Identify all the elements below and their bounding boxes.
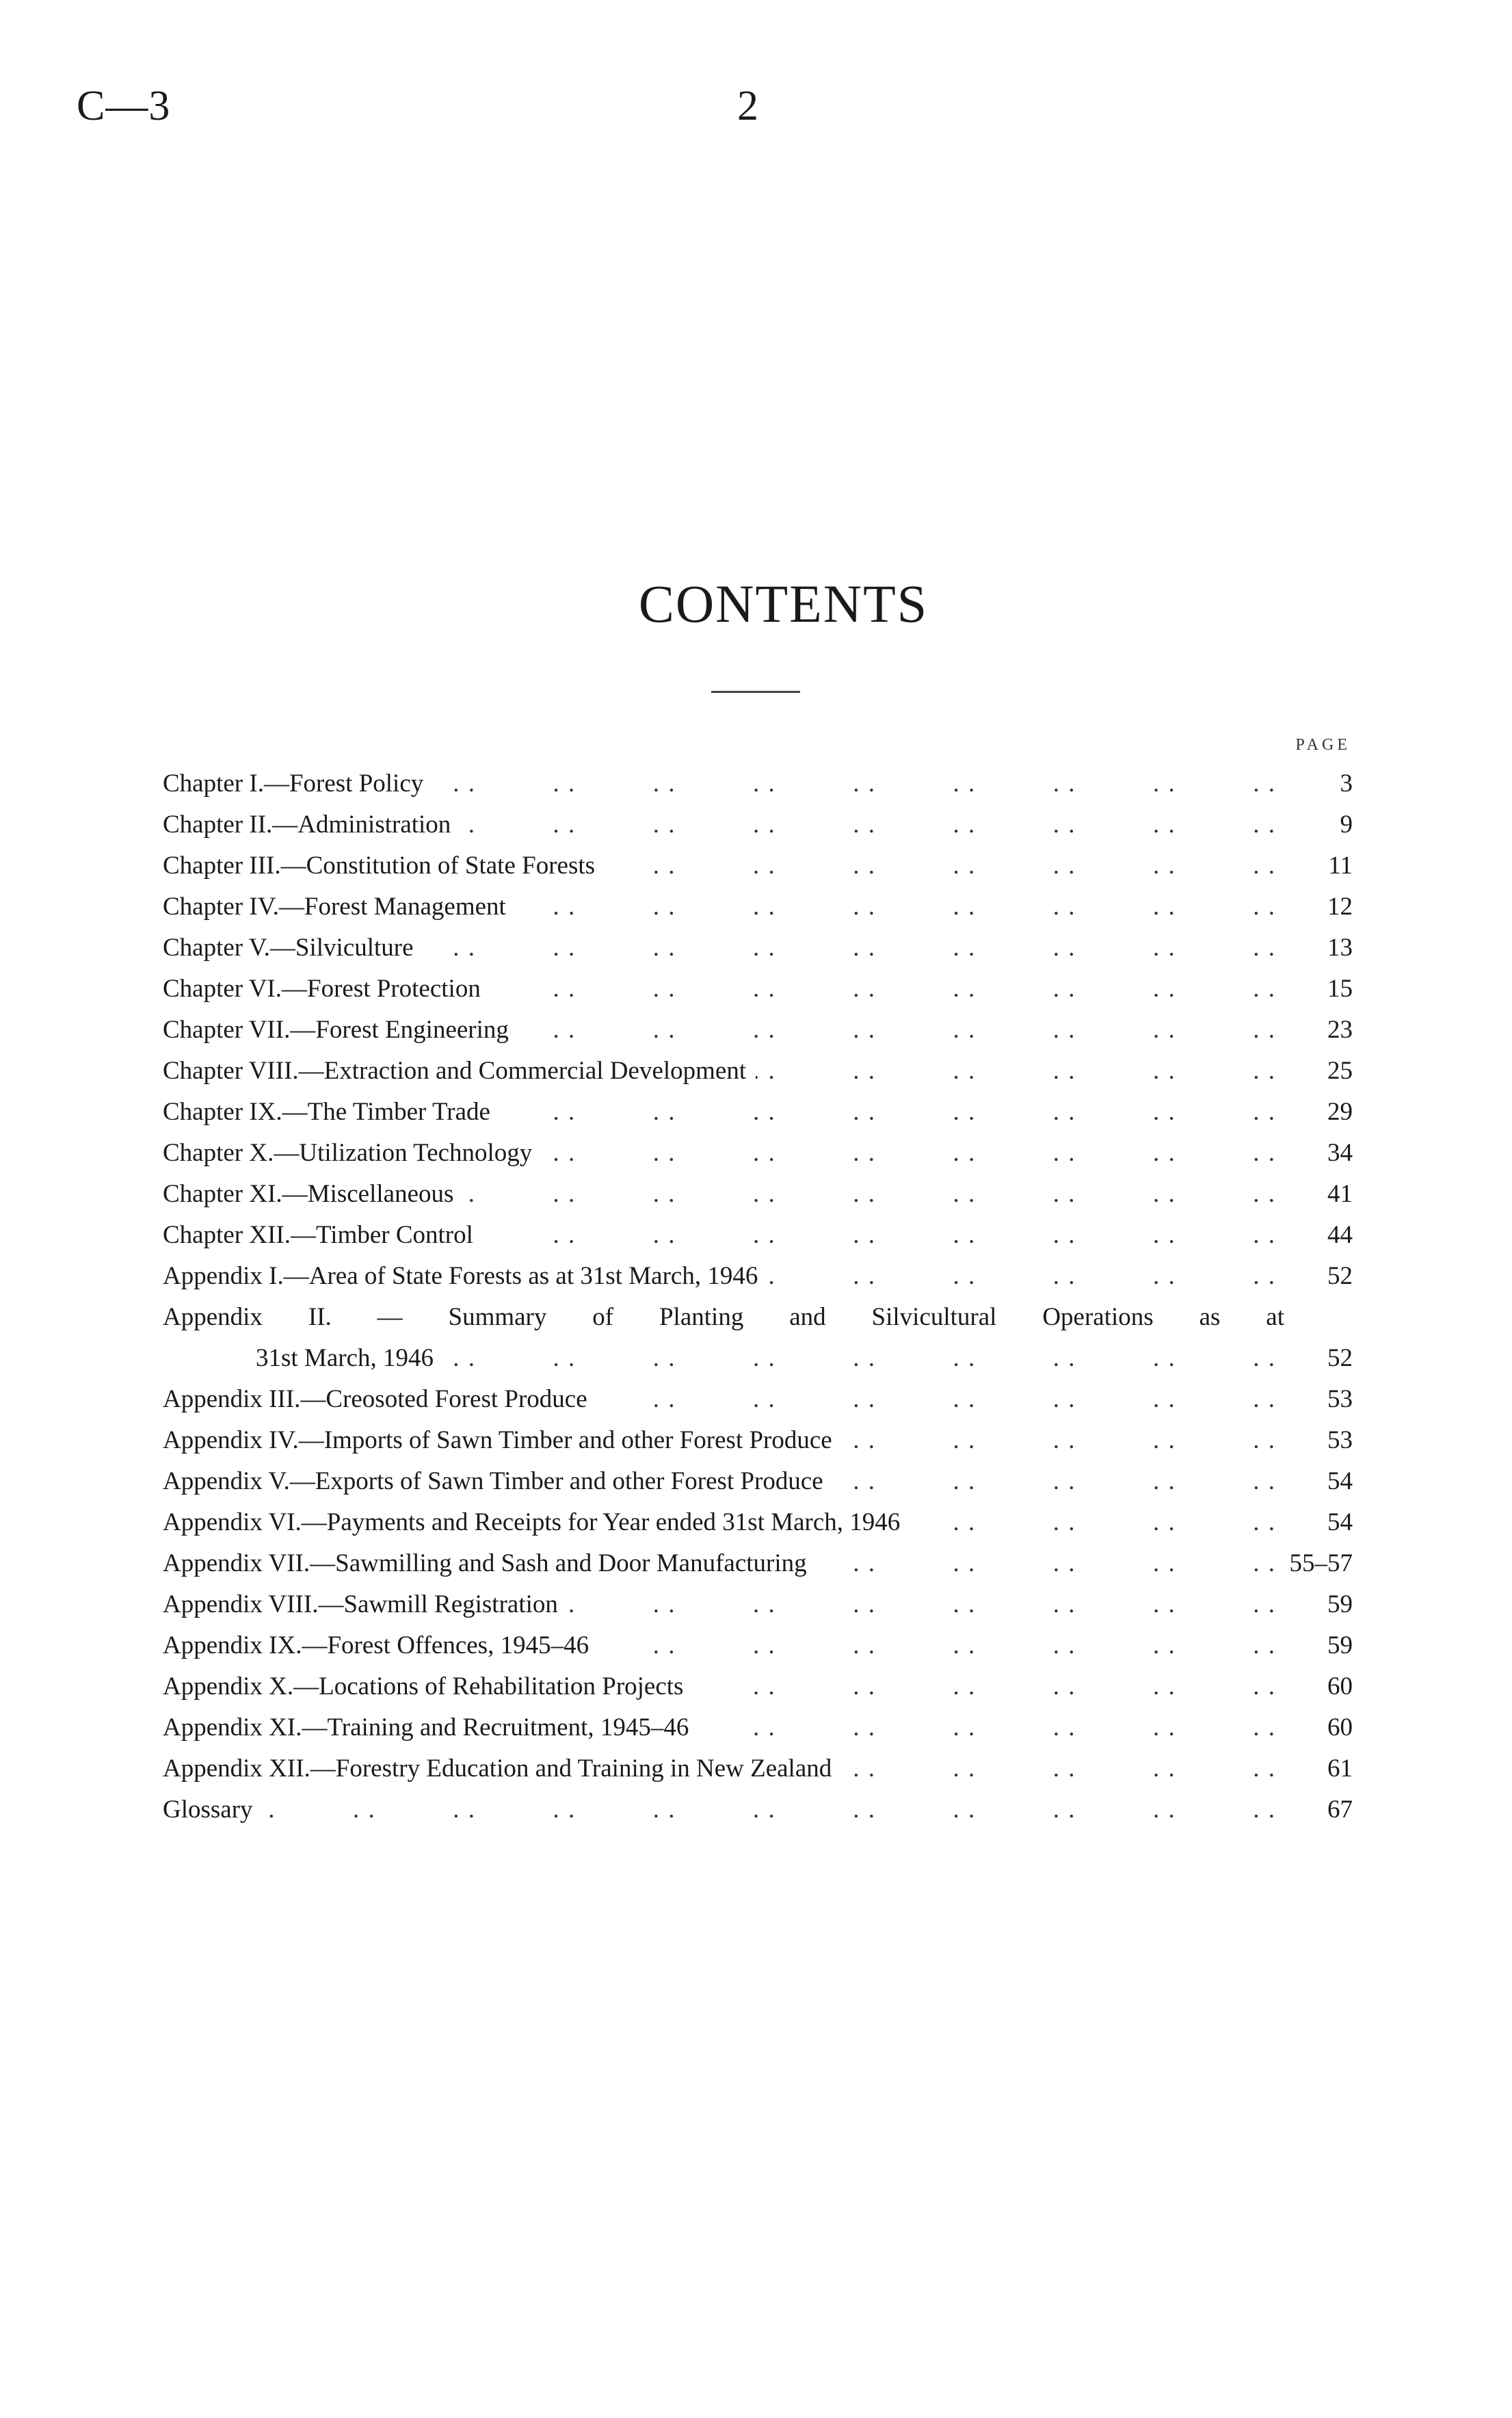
toc-entry-page: 29 (1327, 1098, 1353, 1126)
dot-leader (443, 1338, 1276, 1379)
dot-leader (841, 1748, 1276, 1789)
dot-leader (483, 1215, 1276, 1256)
toc-entry-page: 52 (1327, 1344, 1353, 1372)
toc-entry-label: Appendix IX.—Forest Offences, 1945–46 (163, 1631, 589, 1659)
dot-leader (568, 1584, 1276, 1625)
toc-entry (163, 969, 1353, 1010)
toc-entry (163, 928, 1353, 969)
dot-leader (463, 1174, 1276, 1215)
dot-leader (597, 1379, 1276, 1420)
contents-title: CONTENTS (638, 574, 929, 633)
toc-entry-label: Chapter IX.—The Timber Trade (163, 1098, 490, 1126)
dot-leader (518, 1010, 1276, 1051)
toc-entry-page: 67 (1327, 1796, 1353, 1824)
dot-leader (598, 1625, 1276, 1666)
toc-entry (163, 845, 1353, 886)
dot-leader (423, 928, 1276, 969)
toc-entry-continuation (163, 1338, 1353, 1379)
toc-entry-label-continued: 31st March, 1946 (256, 1344, 434, 1372)
toc-entry-label: Appendix IV.—Imports of Sawn Timber and other Forest Produce (163, 1426, 832, 1454)
dot-leader (263, 1789, 1276, 1830)
dot-leader (756, 1051, 1276, 1092)
toc-entry-label: Appendix X.—Locations of Rehabilitation Projects (163, 1672, 684, 1700)
toc-entry-label: Chapter VII.—Forest Engineering (163, 1016, 509, 1044)
toc-entry-label: Chapter III.—Constitution of State Forests (163, 852, 596, 880)
toc-entry (163, 1297, 1353, 1379)
toc-entry (163, 1461, 1353, 1502)
toc-entry (163, 804, 1353, 845)
toc-entry (163, 1502, 1353, 1543)
toc-entry-page: 23 (1327, 1016, 1353, 1044)
toc-entry (163, 886, 1353, 928)
dot-leader (833, 1461, 1276, 1502)
dot-leader (693, 1666, 1276, 1707)
toc-entry-page: 12 (1327, 893, 1353, 921)
toc-entry (163, 1584, 1353, 1625)
toc-entry-label: Chapter I.—Forest Policy (163, 770, 424, 798)
title-rule (711, 691, 800, 693)
toc-entry (163, 1051, 1353, 1092)
toc-entry-page: 34 (1327, 1139, 1353, 1167)
toc-entry-page: 59 (1327, 1631, 1353, 1659)
dot-leader (605, 845, 1276, 886)
toc-entry-page: 59 (1327, 1590, 1353, 1618)
toc-entry (163, 1625, 1353, 1666)
toc-entry-label: Chapter II.—Administration (163, 811, 451, 839)
toc-entry-page: 60 (1327, 1672, 1353, 1700)
dot-leader (542, 1133, 1276, 1174)
toc-entry-label: Chapter VIII.—Extraction and Commercial Development (163, 1057, 747, 1085)
toc-entry-label: Chapter XI.—Miscellaneous (163, 1180, 454, 1208)
toc-entry-label: Appendix III.—Creosoted Forest Produce (163, 1385, 587, 1413)
toc-entry (163, 1707, 1353, 1748)
dot-leader (842, 1420, 1276, 1461)
page-number: 2 (737, 83, 758, 129)
toc-entry-label: Appendix VIII.—Sawmill Registration (163, 1590, 558, 1618)
dot-leader (460, 804, 1276, 845)
toc-entry (163, 1420, 1353, 1461)
toc-entry-page: 9 (1340, 811, 1353, 839)
dot-leader (500, 1092, 1276, 1133)
dot-leader (490, 969, 1276, 1010)
toc-entry-page: 54 (1327, 1467, 1353, 1495)
toc-entry-page: 44 (1327, 1221, 1353, 1249)
toc-entry-label: Glossary (163, 1796, 253, 1824)
toc-entry-label: Appendix V.—Exports of Sawn Timber and other Forest Produce (163, 1467, 823, 1495)
toc-entry-label: Appendix XII.—Forestry Education and Training in New Zealand (163, 1755, 832, 1783)
toc-entry (163, 1543, 1353, 1584)
toc-entry-label: Appendix II. — Summary of Planting and Silvicultural Operations as at (163, 1303, 1284, 1331)
toc-entry-page: 13 (1327, 934, 1353, 962)
toc-entry-label: Chapter IV.—Forest Management (163, 893, 506, 921)
document-code: C—3 (77, 83, 171, 129)
toc-entry-label: Appendix VII.—Sawmilling and Sash and Door Manufacturing (163, 1549, 807, 1577)
toc-entry-label: Appendix VI.—Payments and Receipts for Year ended 31st March, 1946 (163, 1508, 901, 1536)
toc-entry (163, 1010, 1353, 1051)
dot-leader (516, 886, 1276, 928)
toc-entry-page: 52 (1327, 1262, 1353, 1290)
toc-entry-page: 53 (1327, 1426, 1353, 1454)
toc-entry (163, 763, 1353, 804)
toc-entry-page: 53 (1327, 1385, 1353, 1413)
toc-entry-page: 25 (1327, 1057, 1353, 1085)
toc-entry (163, 1215, 1353, 1256)
toc-entry (163, 1748, 1353, 1789)
dot-leader (910, 1502, 1276, 1543)
toc-entry-page: 41 (1327, 1180, 1353, 1208)
toc-entry-page: 55–57 (1289, 1549, 1353, 1577)
toc-entry (163, 1133, 1353, 1174)
page-column-label: PAGE (1295, 736, 1351, 754)
toc-entry (163, 1789, 1353, 1830)
dot-leader (698, 1707, 1276, 1748)
toc-entry-label: Appendix XI.—Training and Recruitment, 1945–46 (163, 1713, 689, 1742)
toc-entry-label: Appendix I.—Area of State Forests as at 31st March, 1946 (163, 1262, 758, 1290)
toc-entry-page: 54 (1327, 1508, 1353, 1536)
toc-entry-label: Chapter X.—Utilization Technology (163, 1139, 533, 1167)
toc-entry-page: 61 (1327, 1755, 1353, 1783)
toc-entry (163, 1666, 1353, 1707)
toc-entry-label: Chapter V.—Silviculture (163, 934, 414, 962)
toc-entry-page: 15 (1327, 975, 1353, 1003)
toc-entry (163, 1379, 1353, 1420)
toc-entry-page: 3 (1340, 770, 1353, 798)
toc-entry (163, 1256, 1353, 1297)
dot-leader (767, 1256, 1276, 1297)
dot-leader (433, 763, 1276, 804)
table-of-contents (163, 763, 1353, 1830)
toc-entry-label: Chapter XII.—Timber Control (163, 1221, 473, 1249)
toc-entry-page: 60 (1327, 1713, 1353, 1742)
toc-entry (163, 1092, 1353, 1133)
toc-entry-page: 11 (1328, 852, 1353, 880)
toc-entry-label: Chapter VI.—Forest Protection (163, 975, 481, 1003)
dot-leader (817, 1543, 1276, 1584)
toc-entry (163, 1174, 1353, 1215)
